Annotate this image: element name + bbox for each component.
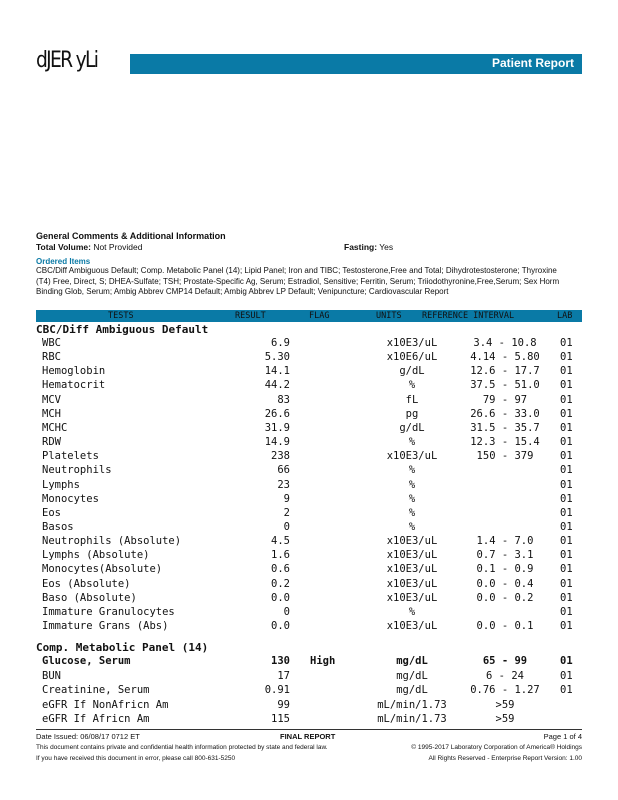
- fasting: [344, 242, 393, 252]
- rights-version: All Rights Reserved - Enterprise Report Version: 1.00: [428, 755, 582, 762]
- test-reference: 1.4 - 7.0: [476, 535, 534, 548]
- test-reference: >59: [495, 698, 515, 711]
- test-result: 238: [271, 450, 290, 463]
- test-lab: 01: [560, 591, 573, 604]
- table-row: [0, 606, 618, 620]
- table-row: [0, 365, 618, 379]
- test-reference: 0.0 - 0.2: [476, 591, 534, 604]
- total-volume-label: Total Volume:: [36, 242, 91, 252]
- test-reference: 6 - 24: [486, 669, 524, 682]
- total-volume-value: Not Provided: [93, 242, 143, 252]
- test-lab: 01: [560, 549, 573, 562]
- test-result: 17: [277, 669, 290, 682]
- test-name: Immature Granulocytes: [42, 605, 175, 618]
- total-volume: [36, 242, 142, 252]
- test-result: 26.6: [264, 407, 290, 420]
- header-reference: REFERENCE INTERVAL: [422, 311, 515, 321]
- report-banner: [130, 54, 582, 74]
- test-lab: 01: [560, 421, 573, 434]
- copyright: © 1995-2017 Laboratory Corporation of America® Holdings: [411, 744, 582, 751]
- test-result: 14.9: [264, 436, 290, 449]
- test-reference: 31.5 - 35.7: [470, 421, 540, 434]
- test-name: eGFR If Africn Am: [42, 713, 150, 725]
- test-result: 130: [271, 655, 290, 667]
- header-units: UNITS: [376, 311, 402, 321]
- test-units: g/dL: [399, 421, 425, 434]
- test-result: 99: [277, 698, 290, 711]
- test-units: x10E3/uL: [386, 577, 438, 590]
- test-name: Immature Grans (Abs): [42, 620, 169, 632]
- test-lab: 01: [560, 684, 573, 696]
- date-issued: Date Issued: 06/08/17 0712 ET: [36, 732, 140, 741]
- test-lab: 01: [560, 351, 573, 364]
- table-row: [0, 422, 618, 436]
- table-row: [0, 408, 618, 422]
- test-name: Neutrophils: [42, 464, 112, 477]
- test-units: fL: [405, 393, 419, 406]
- final-report-label: FINAL REPORT: [280, 732, 336, 741]
- test-result: 4.5: [271, 535, 290, 548]
- test-reference: 0.1 - 0.9: [476, 563, 534, 576]
- test-reference: 12.3 - 15.4: [470, 436, 540, 449]
- test-lab: 01: [560, 478, 573, 491]
- table-row: [0, 535, 618, 549]
- fasting-label: Fasting:: [344, 242, 378, 252]
- test-reference: 150 - 379: [476, 450, 534, 463]
- test-name: Basos: [42, 520, 74, 533]
- test-result: 44.2: [264, 379, 290, 392]
- test-name: Hematocrit: [42, 379, 106, 392]
- table-row: [0, 450, 618, 464]
- test-flag: High: [310, 655, 336, 667]
- test-result: 31.9: [264, 421, 290, 434]
- test-result: 0.91: [264, 684, 290, 696]
- test-name: MCH: [42, 407, 61, 420]
- footer-divider: [36, 729, 582, 730]
- test-lab: 01: [560, 337, 573, 349]
- test-lab: 01: [560, 669, 573, 682]
- test-result: 83: [277, 393, 290, 406]
- test-units: x10E3/uL: [386, 337, 438, 349]
- table-row: [0, 479, 618, 493]
- test-lab: 01: [560, 393, 573, 406]
- header-result: RESULT: [235, 311, 266, 321]
- test-name: Monocytes(Absolute): [42, 563, 163, 576]
- test-name: Platelets: [42, 450, 99, 463]
- test-name: Baso (Absolute): [42, 591, 137, 604]
- test-result: 14.1: [264, 365, 290, 378]
- test-units: mL/min/1.73: [377, 713, 447, 725]
- test-lab: 01: [560, 407, 573, 420]
- table-row: [0, 493, 618, 507]
- test-lab: 01: [560, 605, 573, 618]
- page-number: Page 1 of 4: [543, 732, 582, 741]
- test-result: 0.6: [271, 563, 290, 576]
- table-row: [0, 684, 618, 698]
- test-units: x10E3/uL: [386, 591, 438, 604]
- test-reference: 0.76 - 1.27: [470, 684, 540, 696]
- test-reference: 4.14 - 5.80: [470, 351, 540, 364]
- test-name: BUN: [42, 669, 61, 682]
- test-units: g/dL: [399, 365, 425, 378]
- test-reference: 0.7 - 3.1: [476, 549, 534, 562]
- test-lab: 01: [560, 520, 573, 533]
- test-units: %: [408, 605, 416, 618]
- test-units: %: [408, 436, 416, 449]
- test-result: 5.30: [264, 351, 290, 364]
- table-row: [0, 394, 618, 408]
- error-notice: If you have received this document in error, please call 800-631-5250: [36, 755, 236, 762]
- test-units: mg/dL: [396, 684, 428, 696]
- test-name: Hemoglobin: [42, 365, 106, 378]
- table-row: [0, 337, 618, 351]
- table-row: [0, 549, 618, 563]
- test-result: 6.9: [271, 337, 290, 349]
- table-row: [0, 351, 618, 365]
- test-units: pg: [405, 407, 419, 420]
- test-lab: 01: [560, 436, 573, 449]
- header-flag: FLAG: [309, 311, 330, 321]
- test-name: Creatinine, Serum: [42, 684, 150, 696]
- test-name: Eos: [42, 506, 61, 519]
- test-reference: 26.6 - 33.0: [470, 407, 540, 420]
- test-reference: 79 - 97: [482, 393, 528, 406]
- test-reference: 37.5 - 51.0: [470, 379, 540, 392]
- test-name: Lymphs (Absolute): [42, 549, 150, 562]
- test-name: Eos (Absolute): [42, 577, 131, 590]
- test-result: 9: [283, 492, 290, 505]
- test-lab: 01: [560, 655, 573, 667]
- test-name: eGFR If NonAfricn Am: [42, 698, 169, 711]
- group-title-cbc: CBC/Diff Ambiguous Default: [36, 323, 209, 336]
- test-name: Glucose, Serum: [42, 655, 131, 667]
- test-lab: 01: [560, 379, 573, 392]
- test-result: 0.0: [271, 591, 290, 604]
- test-result: 2: [283, 506, 290, 519]
- test-name: Neutrophils (Absolute): [42, 535, 182, 548]
- header-tests: TESTS: [108, 311, 134, 321]
- test-lab: 01: [560, 450, 573, 463]
- table-row: [0, 592, 618, 606]
- test-name: Monocytes: [42, 492, 99, 505]
- table-row: [0, 379, 618, 393]
- confidential-notice: This document contains private and confidential health information protected by state and federal law.: [36, 744, 328, 751]
- test-lab: 01: [560, 464, 573, 477]
- test-units: mg/dL: [396, 655, 428, 667]
- test-name: RBC: [42, 351, 61, 364]
- test-result: 0.0: [271, 620, 290, 632]
- ordered-items-text: CBC/Diff Ambiguous Default; Comp. Metabolic Panel (14); Lipid Panel; Iron and TIBC; Testosterone,Free and Total; Dihydrotestosterone; Thyroxine (T4) Free, Direct, S; DHEA-Sulfate; TSH; Prostate-Specific Ag, Serum; Estradiol, Sensitive; Ferritin, Serum; Triiodothyronine,Free,Serum; Sex Horm Binding Glob, Serum; Ambig Abbrev CMP14 Default; Ambig Abbrev LP Default; Venipuncture; Cardiovascular Report: [36, 266, 560, 296]
- test-name: MCV: [42, 393, 61, 406]
- fasting-value: Yes: [379, 242, 394, 252]
- table-row: [0, 507, 618, 521]
- table-row: [0, 578, 618, 592]
- table-row: [0, 464, 618, 478]
- table-row: [0, 436, 618, 450]
- banner-title: Patient Report: [491, 56, 574, 70]
- test-units: x10E3/uL: [386, 563, 438, 576]
- test-lab: 01: [560, 492, 573, 505]
- test-units: %: [408, 464, 416, 477]
- ordered-items-title: Ordered Items: [36, 257, 91, 266]
- table-row: [0, 713, 618, 727]
- table-row: [0, 699, 618, 713]
- test-lab: 01: [560, 365, 573, 378]
- test-units: x10E3/uL: [386, 549, 438, 562]
- test-units: %: [408, 492, 416, 505]
- lab-logo: dJER yLi: [36, 48, 98, 73]
- table-row: [0, 563, 618, 577]
- test-reference: 3.4 - 10.8: [473, 337, 537, 349]
- test-lab: 01: [560, 577, 573, 590]
- test-reference: 0.0 - 0.1: [476, 620, 534, 632]
- test-units: x10E3/uL: [386, 620, 438, 632]
- test-result: 0: [283, 520, 290, 533]
- header-lab: LAB: [557, 311, 573, 321]
- table-row: [0, 655, 618, 669]
- test-lab: 01: [560, 563, 573, 576]
- table-row: [0, 670, 618, 684]
- table-row: [0, 620, 618, 634]
- test-result: 0: [283, 605, 290, 618]
- test-result: 0.2: [271, 577, 290, 590]
- test-reference: 0.0 - 0.4: [476, 577, 534, 590]
- test-units: x10E6/uL: [386, 351, 438, 364]
- test-units: %: [408, 520, 416, 533]
- test-result: 115: [271, 713, 290, 725]
- test-name: MCHC: [42, 421, 68, 434]
- test-lab: 01: [560, 535, 573, 548]
- test-result: 23: [277, 478, 290, 491]
- test-reference: >59: [495, 713, 515, 725]
- comments-title: General Comments & Additional Information: [36, 231, 226, 241]
- test-name: Lymphs: [42, 478, 80, 491]
- test-name: WBC: [42, 337, 61, 349]
- test-reference: 12.6 - 17.7: [470, 365, 540, 378]
- results-table-header: [36, 310, 582, 322]
- test-units: %: [408, 478, 416, 491]
- test-units: x10E3/uL: [386, 535, 438, 548]
- test-result: 1.6: [271, 549, 290, 562]
- test-lab: 01: [560, 620, 573, 632]
- test-units: %: [408, 506, 416, 519]
- test-units: x10E3/uL: [386, 450, 438, 463]
- test-lab: 01: [560, 506, 573, 519]
- test-reference: 65 - 99: [482, 655, 528, 667]
- test-units: mL/min/1.73: [377, 698, 447, 711]
- group-title-cmp: Comp. Metabolic Panel (14): [36, 641, 209, 654]
- test-units: %: [408, 379, 416, 392]
- test-name: RDW: [42, 436, 61, 449]
- table-row: [0, 521, 618, 535]
- test-result: 66: [277, 464, 290, 477]
- test-units: mg/dL: [396, 669, 428, 682]
